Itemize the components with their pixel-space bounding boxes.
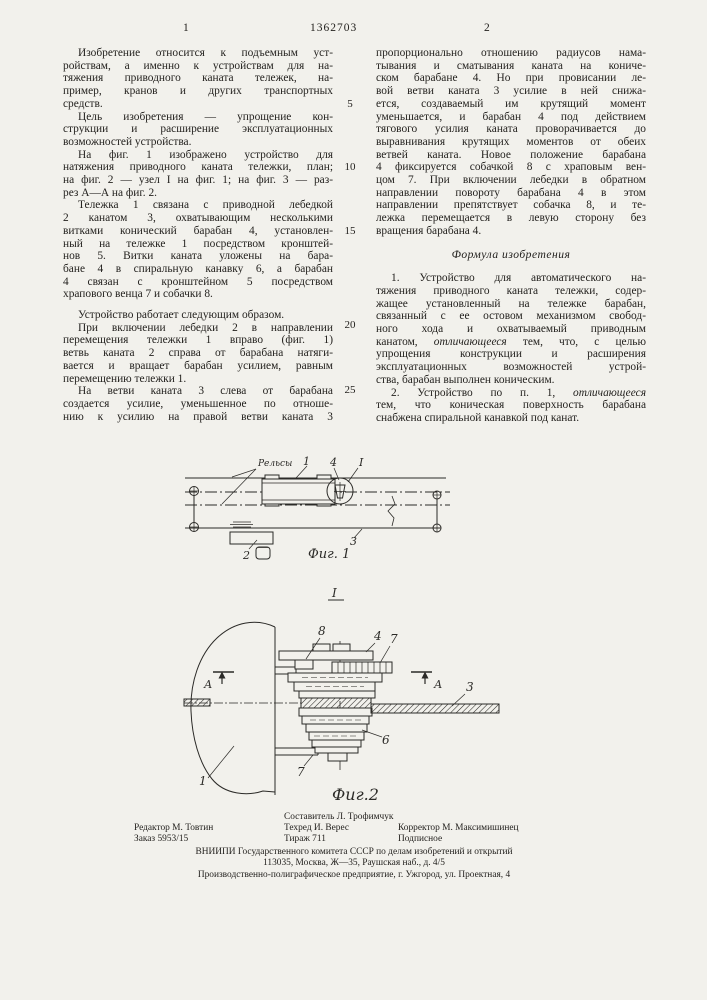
text-line: ного хода и охватываемый приводным	[376, 323, 646, 336]
text-line: снабжена спиральной канавкой под канат.	[376, 411, 580, 424]
text-line: выравнивания крутящих моментов от обеих	[376, 135, 646, 148]
fig2-linework	[184, 600, 499, 795]
trolley-body	[262, 475, 335, 506]
text-line: тягового усилия каната проворачивается до	[376, 123, 646, 136]
text-line: вращения барабана 4.	[376, 224, 482, 237]
corrector-credit: Корректор М. Максимишинец	[398, 823, 519, 833]
paragraph	[63, 149, 333, 200]
text-line: Изобретение относится к подъемным уст-	[78, 47, 333, 59]
text-line: Тележка 1 связана с приводной лебедкой	[78, 199, 333, 212]
rails-label: Рельсы	[258, 459, 293, 469]
left-text-column	[63, 47, 333, 423]
text-line: Устройство работает следующим образом.	[78, 309, 285, 322]
gutter-line-number: 20	[344, 319, 356, 331]
paragraph	[376, 272, 646, 386]
gutter-line-number: 5	[347, 98, 353, 110]
fig1-ref-4: 4	[330, 456, 337, 469]
address-line: 113035, Москва, Ж—35, Раушская наб., д. 4/5	[263, 857, 445, 868]
text-line: бане 4 в спиральную канавку 6, а барабан	[63, 262, 333, 275]
fig2-section-letter-right: А	[434, 678, 443, 691]
text-line: храпового венца 7 и собачки 8.	[63, 288, 213, 301]
vniipi-line: ВНИИПИ Государственного комитета СССР по делам изобретений и открытий	[195, 847, 513, 857]
text-line: рез А—А на фиг. 2.	[63, 186, 158, 199]
fig1-ref-node-I: I	[359, 456, 364, 469]
right-text-column	[376, 47, 646, 425]
text-line: тяжения приводного каната тележек, на-	[63, 72, 333, 85]
fig1-ref-2: 2	[243, 549, 250, 562]
fig2-section-letter-left: А	[204, 678, 213, 691]
text-line: лежка перемещается в левую сторону без	[376, 212, 646, 225]
rail-break-mark	[388, 496, 395, 526]
text-line: упрощения конструкции и расширения	[376, 348, 646, 361]
subscription-note: Подписное	[398, 833, 443, 844]
text-line: 4 связан с кронштейном 5 посредством	[63, 275, 333, 288]
paragraph	[63, 47, 333, 111]
paragraph	[376, 387, 646, 425]
fig1-linework	[185, 466, 450, 559]
text-line: тывания и сматывания каната на кониче-	[376, 59, 646, 72]
text-line: ный на тележке 1 посредством кронштей-	[63, 237, 333, 250]
left-column-page-number: 1	[183, 22, 189, 34]
left-pulley-pair	[190, 487, 199, 532]
right-column-page-number: 2	[484, 22, 490, 34]
text-line: вается и вращает барабан усилием, равным	[63, 359, 333, 372]
patent-number: 1362703	[310, 22, 358, 34]
text-line: 2. Устройство по п. 1, отличающееся	[391, 386, 646, 399]
right-pulley-pair	[433, 491, 441, 532]
text-line: ском барабане 4. Но при провисании ле-	[376, 72, 646, 85]
fig1-ref-3: 3	[350, 535, 357, 548]
fig2-ref-3: 3	[466, 680, 474, 694]
frame-outline	[191, 622, 275, 793]
fig2-ref-7-bottom: 7	[297, 765, 305, 779]
fig2-ref-8: 8	[318, 624, 326, 638]
text-line: ства, барабан выполнен коническим.	[376, 373, 555, 386]
fig2-node-title: I	[332, 586, 337, 600]
compiler-credit: Составитель Л. Трофимчук	[284, 812, 394, 822]
page-header	[0, 22, 707, 36]
text-line: витками конический барабан 4, установлен-	[63, 224, 333, 237]
text-line: струкции и расширение эксплуатационных	[63, 123, 333, 136]
text-line: 4 фиксируется собачкой 8 с храповым вен-	[376, 161, 646, 174]
text-line: На фиг. 1 изображено устройство для	[78, 148, 333, 161]
fig1-ref-1: 1	[303, 456, 310, 468]
text-line: на фиг. 2 — узел I на фиг. 1; на фиг. 3 — раз-	[63, 174, 333, 187]
text-line: тяжения приводного каната тележки, содер-	[376, 284, 646, 297]
text-line: нов 5. Витки каната уложены на бара-	[63, 250, 333, 263]
text-line: создается усилие, уменьшенное по отноше-	[63, 397, 333, 410]
text-line: тем, что коническая поверхность барабана	[376, 399, 646, 412]
techred-credit: Техред И. Верес	[284, 823, 350, 833]
claims-intro	[376, 47, 646, 238]
fig2-ref-7-top: 7	[390, 632, 398, 646]
paragraph	[63, 309, 333, 322]
gutter-line-number: 15	[344, 225, 356, 237]
text-line: На ветви каната 3 слева от барабана	[78, 385, 333, 398]
text-line: ется, создаваемый им крутящий момент	[376, 97, 646, 110]
editor-credit: Редактор М. Товтин	[134, 823, 214, 833]
printing-house-line: Производственно-полиграфическое предприятие, г. Ужгород, ул. Проектная, 4	[197, 870, 511, 880]
text-line: перемещения тележки 1 вправо (фиг. 1)	[63, 334, 333, 347]
text-line: цом 7. При включении лебедки в обратном	[376, 174, 646, 187]
claims	[376, 272, 646, 424]
gutter-line-number: 10	[344, 161, 356, 173]
paragraph	[63, 111, 333, 149]
fig1-caption: Фиг. 1	[308, 547, 351, 562]
text-line: связанный с ее остовом механизмом свобод-	[376, 310, 646, 323]
pawl	[295, 660, 313, 669]
text-line: канатом, отличающееся тем, что, с целью	[376, 335, 646, 348]
text-line: 2 канатом 3, охватывающим несколькими	[63, 212, 333, 225]
paragraph	[63, 322, 333, 386]
figure-1-drawing	[182, 456, 454, 572]
paragraph	[376, 47, 646, 238]
text-line: натяжения приводного каната тележки, план;	[63, 161, 333, 174]
text-line: ройствам, а именно к устройствам для на-	[63, 59, 333, 72]
gutter-line-number: 25	[344, 384, 356, 396]
figure-2-drawing	[182, 585, 512, 813]
order-number: Заказ 5953/15	[134, 833, 189, 844]
text-line: Цель изобретения — упрощение кон-	[78, 110, 333, 123]
text-line: направлении повороту барабана 4 в этом	[376, 186, 646, 199]
text-line: пример, кранов и других транспортных	[63, 85, 333, 98]
text-line: перемещению тележки 1.	[63, 372, 187, 385]
paragraph	[63, 199, 333, 301]
text-line: средств.	[63, 97, 103, 110]
print-run: Тираж 711	[284, 833, 326, 844]
text-line: эксплуатационных возможностей устрой-	[376, 361, 646, 374]
fig2-ref-1: 1	[199, 774, 207, 788]
text-line: возможностей устройства.	[63, 135, 192, 148]
formula-heading: Формула изобретения	[451, 247, 571, 261]
fig2-caption: Фиг.2	[332, 785, 379, 804]
section-marker-left	[213, 672, 234, 685]
text-line: направлении препятствует собачка 8, и те-	[376, 199, 646, 212]
text-line: При включении лебедки 2 в направлении	[78, 321, 333, 334]
section-marker-right	[411, 672, 432, 685]
text-line: нию к усилию на правой ветви каната 3	[63, 410, 333, 423]
text-line: пропорционально отношению радиусов нама-	[376, 47, 646, 59]
fig2-ref-6: 6	[382, 733, 390, 747]
text-line: вой ветви каната 3 усилие в ней снижа-	[376, 85, 646, 98]
paragraph	[63, 385, 333, 423]
text-line: уменьшается, и барабан 4 под действием	[376, 110, 646, 123]
text-line: жащее установленный на тележке барабан,	[376, 297, 646, 310]
fig2-ref-4: 4	[374, 629, 382, 643]
text-line: ветвь каната 2 справа от барабана натяги-	[63, 347, 333, 360]
text-line: ветвей каната. Новое положение барабана	[376, 148, 646, 161]
text-line: 1. Устройство для автоматического на-	[391, 272, 646, 285]
